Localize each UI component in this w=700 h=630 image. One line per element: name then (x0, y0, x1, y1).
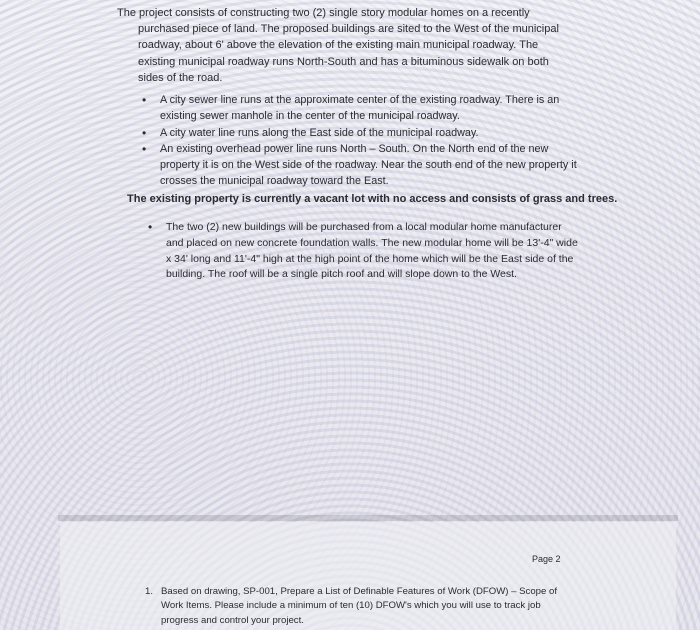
bullet-icon: • (142, 125, 147, 140)
bullet-icon: • (142, 141, 147, 156)
building-list (148, 220, 578, 283)
list-item (142, 92, 582, 125)
list-item-text: The two (2) new buildings will be purchased from a local modular home manufacturer and placed on new concrete foundation walls. The new modular home will be 13'-4" wide x 34' long and 11'-4" high at the high point of the home which will be the East side of the building. The roof will be a single pitch roof and will slope down to the West. (166, 221, 578, 281)
question-number: 1. (145, 586, 154, 597)
page-number: Page 2 (532, 554, 561, 564)
existing-property-statement: The existing property is currently a vacant lot with no access and consists of grass and trees. (127, 193, 618, 205)
bullet-icon: • (142, 93, 147, 107)
list-item (148, 220, 578, 283)
list-item-text: An existing overhead power line runs North – South. On the North end of the new property it is on the West side of the roadway. Near the south end of the new property it crosses the municipal roadway toward the East. (160, 142, 577, 188)
list-item-text: A city sewer line runs at the approximate center of the existing roadway. There is an existing sewer manhole in the center of the municipal roadway. (160, 94, 560, 123)
list-item (142, 141, 582, 190)
list-item-text: A city water line runs along the East side of the municipal roadway. (160, 126, 479, 139)
question-text: Based on drawing, SP-001, Prepare a List of Definable Features of Work (DFOW) – Scope of Work Items. Please include a minimum of ten (10) DFOW's which you will use to track job progress and control your project. (161, 586, 558, 626)
list-item (142, 125, 582, 141)
bullet-icon: • (148, 220, 153, 234)
page-divider (58, 515, 678, 521)
question-item (145, 585, 565, 628)
intro-rest: purchased piece of land. The proposed buildings are sited to the West of the municipal roadway, about 6' above the elevation of the existing main municipal roadway. The existing municipal roadway runs North-South and has a bituminous sidewalk on both sides of the road. (138, 23, 559, 84)
site-conditions-list (142, 92, 582, 190)
intro-first-line: The project consists of constructing two (2) single story modular homes on a recently (117, 7, 530, 19)
intro-paragraph (117, 5, 577, 86)
